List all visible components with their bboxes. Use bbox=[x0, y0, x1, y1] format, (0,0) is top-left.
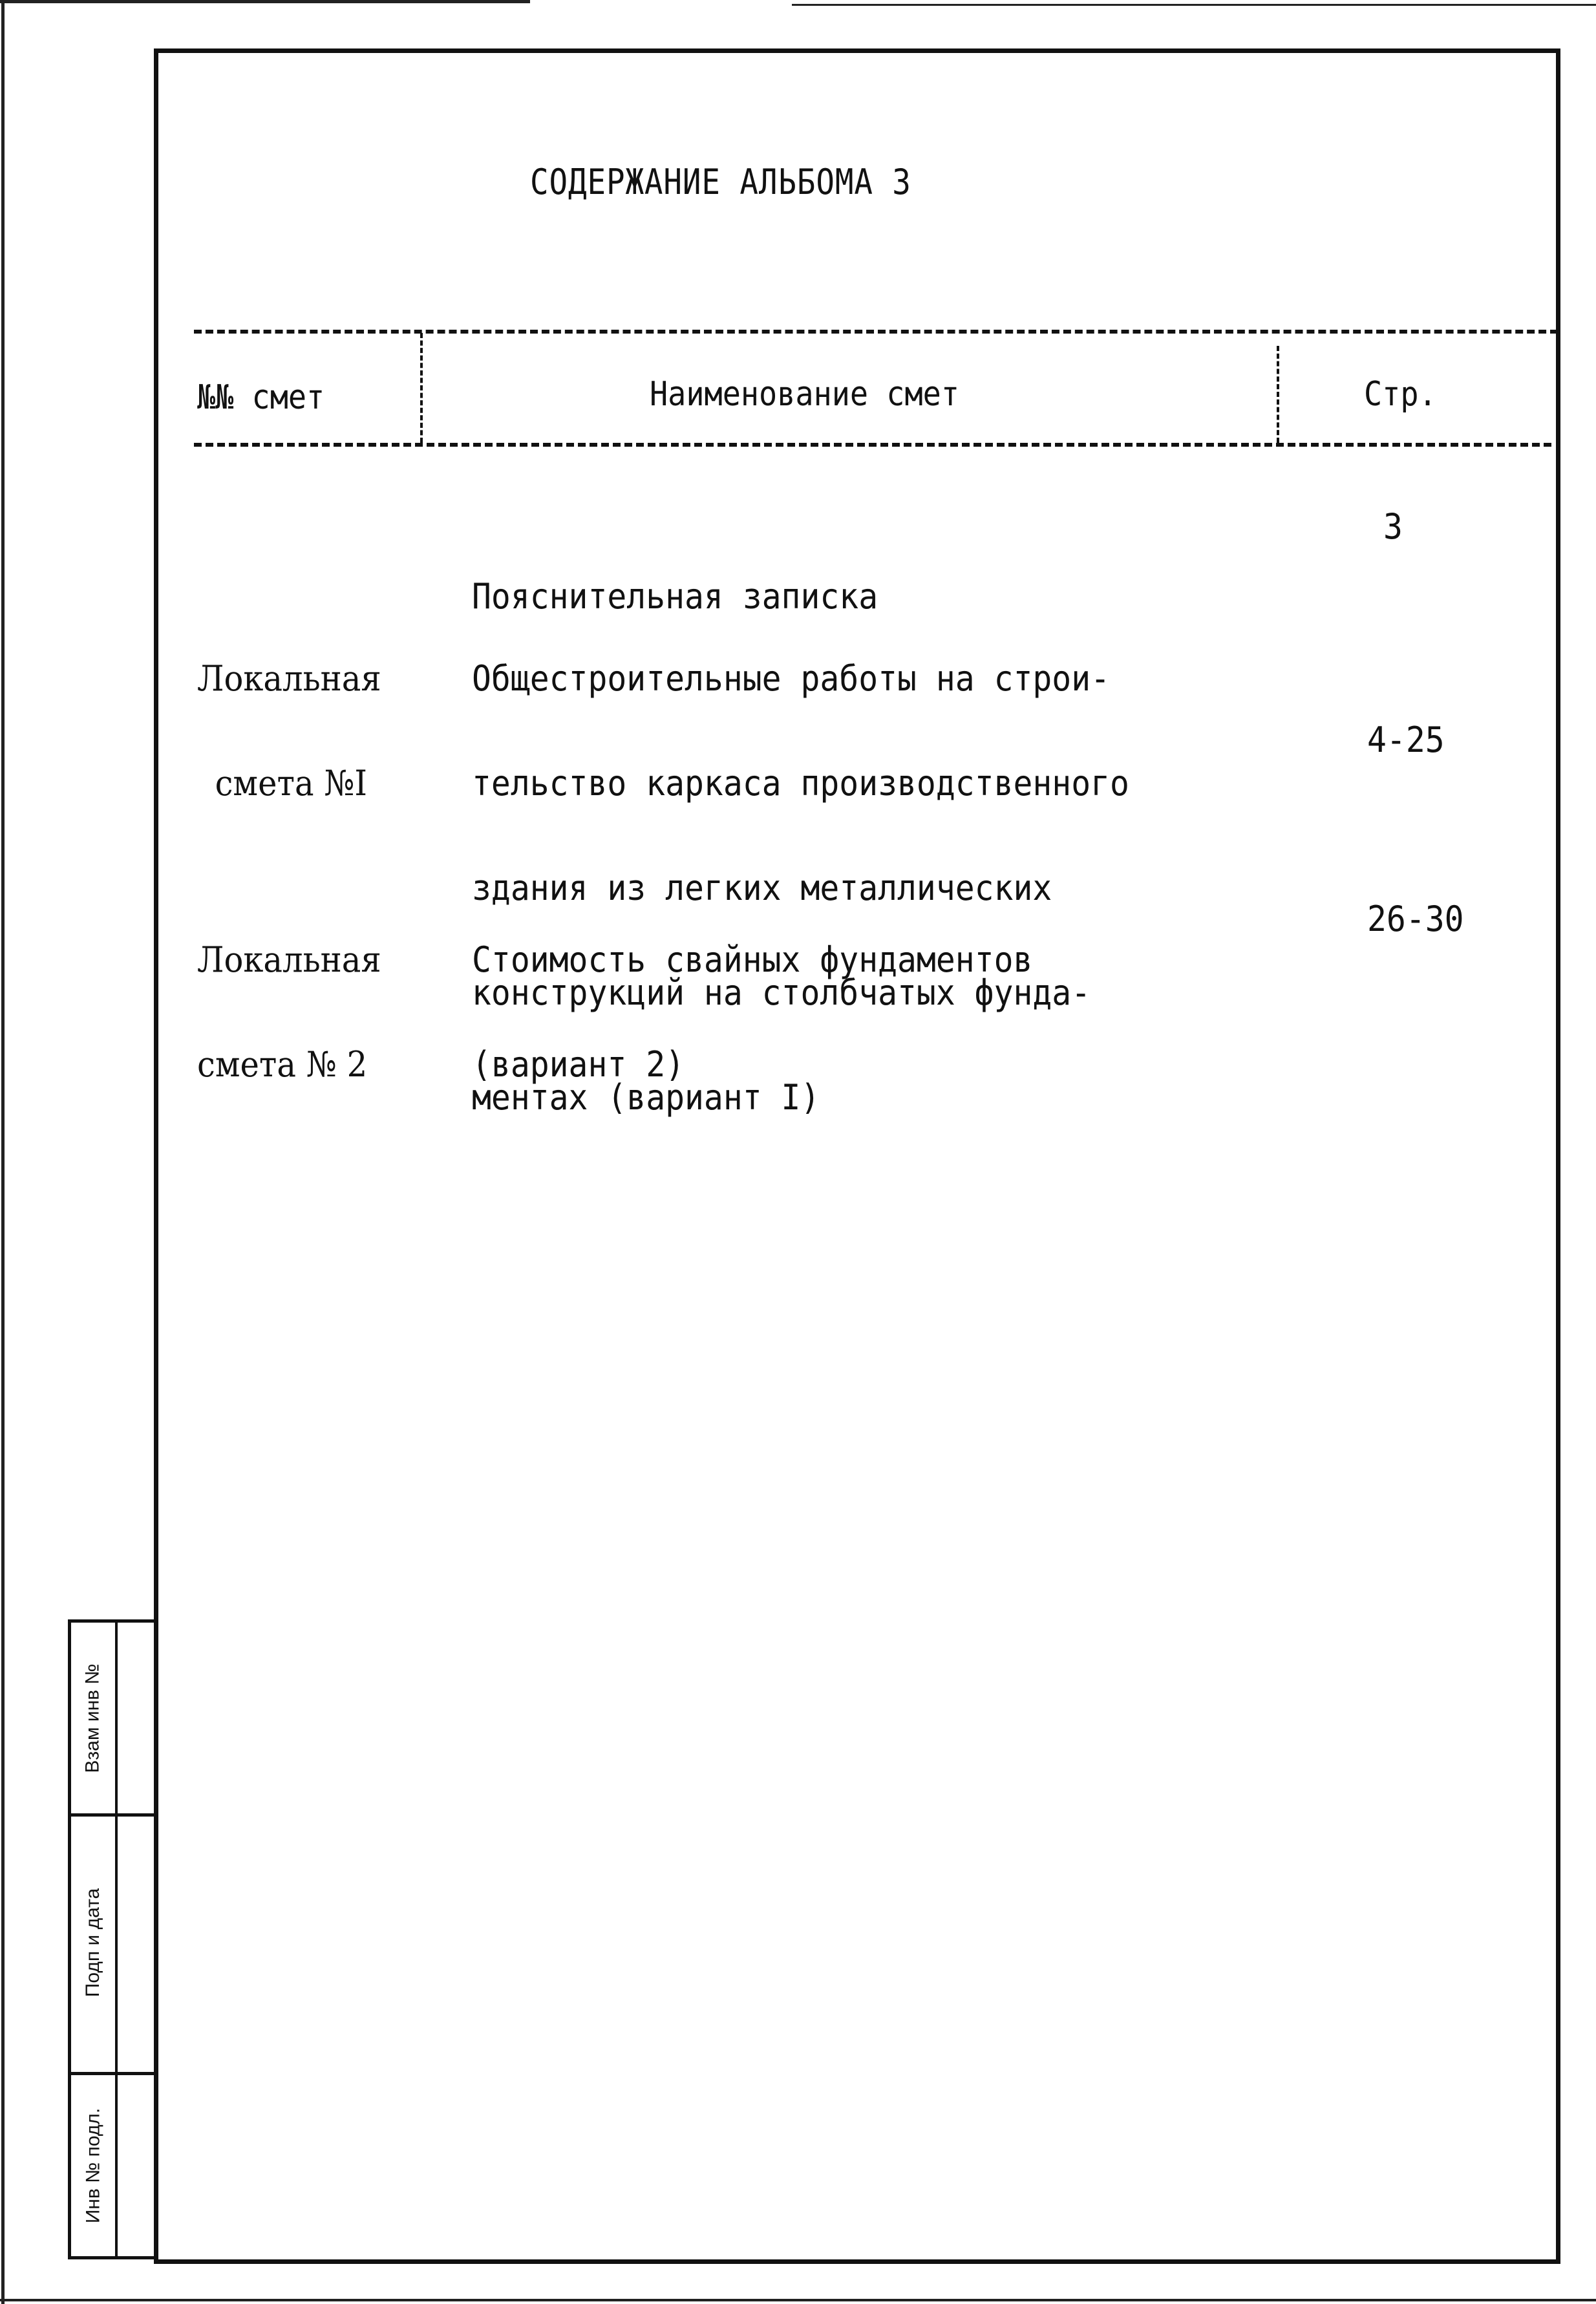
row-2-name-line-3: здания из легких металлических bbox=[472, 868, 1052, 908]
scan-edge-left bbox=[1, 0, 5, 2304]
row-2-name-line-5: ментах (вариант I) bbox=[472, 1077, 820, 1118]
column-header-page: Стр. bbox=[1364, 375, 1437, 414]
row-3-name bbox=[472, 873, 1032, 1117]
header-divider-1 bbox=[420, 333, 423, 443]
scan-edge-top-right bbox=[792, 4, 1596, 6]
side-stamp-block bbox=[68, 1619, 158, 2259]
scan-edge-top-left bbox=[0, 0, 530, 3]
row-3-name-line-1: Стоимость свайных фундаментов bbox=[472, 939, 1033, 980]
row-3-number-line-2: смета № 2 bbox=[197, 1044, 368, 1085]
header-top-rule bbox=[194, 330, 1558, 334]
stamp-label-original-inv: Инв № подл. bbox=[82, 2107, 104, 2224]
row-2-name-line-2: тельство каркаса производственного bbox=[472, 763, 1129, 804]
stamp-label-replacement-inv: Взам инв № bbox=[82, 1663, 104, 1773]
row-2-number bbox=[197, 592, 381, 836]
row-3-number bbox=[197, 873, 381, 1117]
header-divider-2 bbox=[1277, 346, 1279, 443]
column-header-number: №№ смет bbox=[197, 378, 325, 417]
document-title: СОДЕРЖАНИЕ АЛЬБОМА 3 bbox=[530, 162, 911, 202]
scan-edge-bottom bbox=[0, 2299, 1596, 2301]
row-2-page: 4-25 bbox=[1367, 720, 1445, 760]
row-1-name-line-1: Пояснительная записка bbox=[472, 576, 878, 617]
row-1-page: 3 bbox=[1383, 506, 1403, 547]
row-3-name-line-2: (вариант 2) bbox=[472, 1044, 685, 1085]
header-bottom-rule bbox=[194, 443, 1551, 447]
stamp-label-signature-date: Подп и дата bbox=[82, 1888, 104, 1998]
row-2-name-line-4: конструкций на столбчатых фунда- bbox=[472, 972, 1091, 1013]
column-header-name: Наименование смет bbox=[650, 375, 959, 414]
row-3-number-line-1: Локальная bbox=[197, 939, 381, 980]
row-2-number-line-1: Локальная bbox=[197, 658, 381, 699]
row-2-number-line-2: смета №I bbox=[215, 763, 368, 804]
row-2-name-line-1: Общестроительные работы на строи- bbox=[472, 658, 1111, 699]
row-3-page: 26-30 bbox=[1367, 899, 1464, 939]
